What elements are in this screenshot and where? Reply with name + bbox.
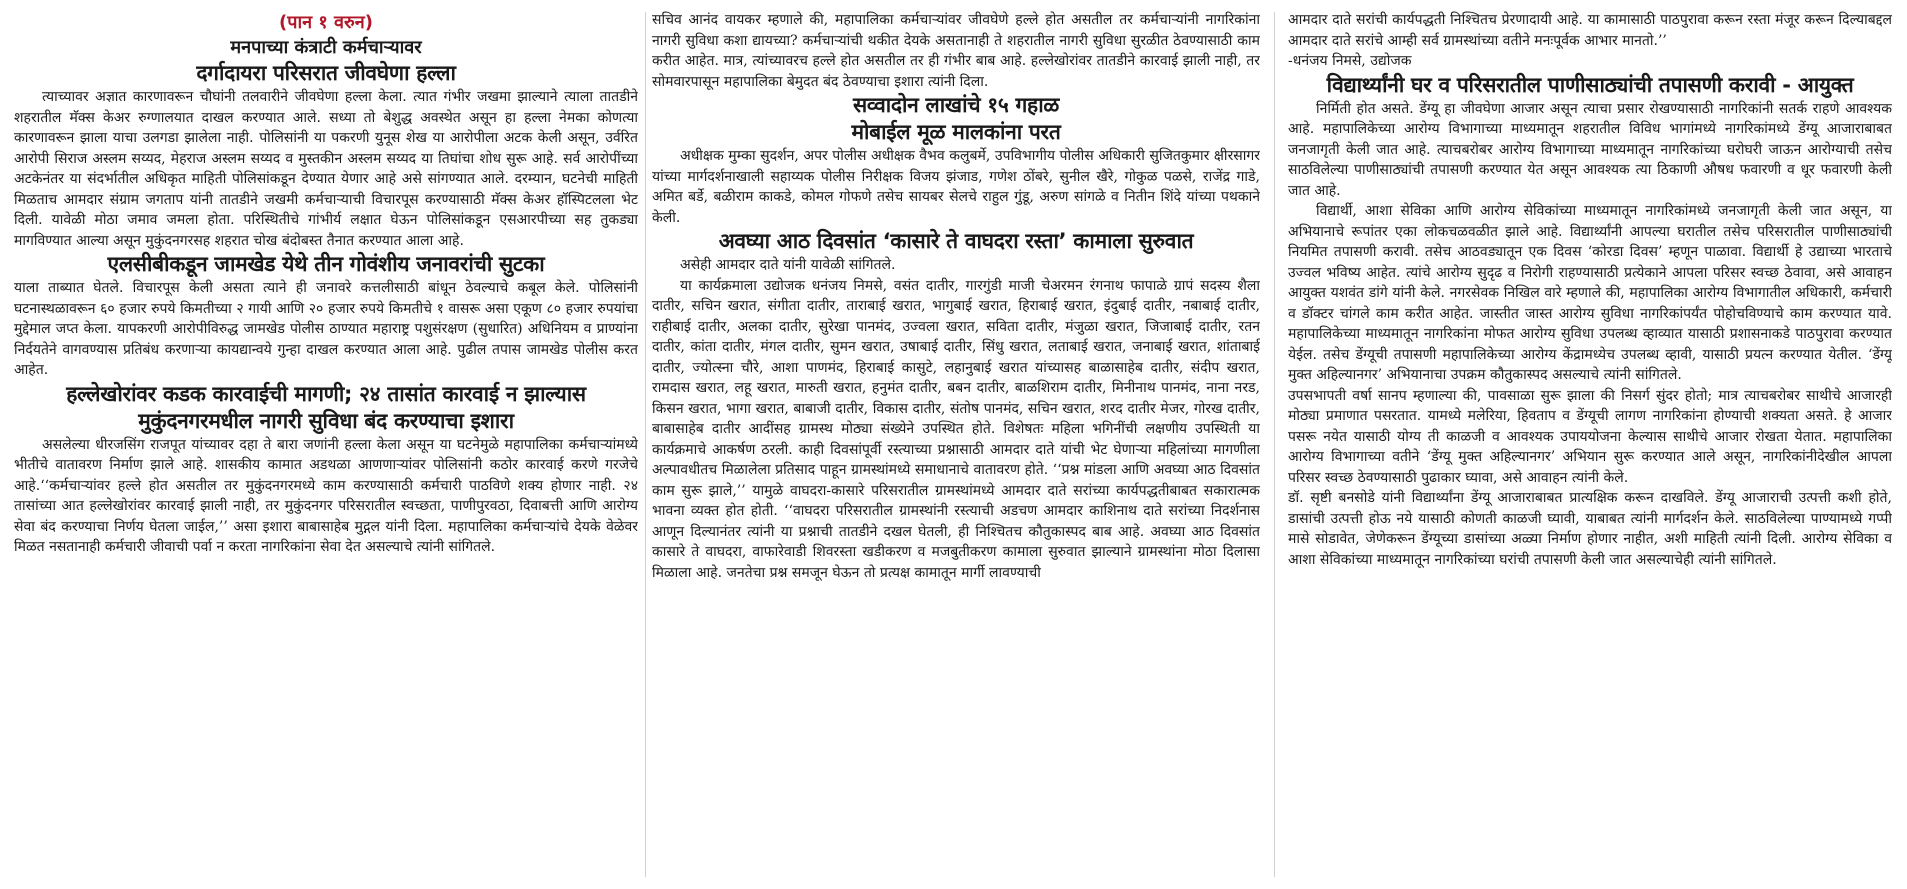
- article-paragraph: उपसभापती वर्षा सानप म्हणाल्या की, पावसाळा सुरू झाला की निसर्ग सुंदर होतो; मात्र त्याचबरोबर साथीचे आजारही मोठ्या प्रमाणात पसरतात. यामध्ये मलेरिया, हिवताप व डेंग्यूची लागण नागरिकांना होण्याची शक्यता असते. हे आजार पसरू नयेत यासाठी योग्य ती काळजी व आवश्यक उपाययोजना केल्यास साथीचे आजार रोखता येतात. महापालिका आरोग्य विभागाच्या वतीने ‘डेंग्यू मुक्त अहिल्यानगर’ अभियान सुरू करण्यात आले असून, नागरिकांनीदेखील आपला परिसर स्वच्छ ठेवण्यासाठी पुढाकार घ्यावा, असे आवाहन त्यांनी केले.: [1288, 387, 1892, 486]
- article-paragraph: आमदार दाते सरांची कार्यपद्धती निश्चितच प्रेरणादायी आहे. या कामासाठी पाठपुरावा करून रस्ता मंजूर करून दिल्याबद्दल आमदार दाते सरांचे आम्ही सर्व ग्रामस्थांच्या वतीने मनःपूर्वक आभार मानतो.’’: [1288, 12, 1892, 49]
- column-divider: [645, 12, 646, 877]
- article-headline: दर्गादायरा परिसरात जीवघेणा हल्ला: [196, 61, 456, 85]
- column-middle: [652, 10, 1260, 881]
- article-headline: एलसीबीकडून जामखेड येथे तीन गोवंशीय जनावरांची सुटका: [107, 252, 545, 276]
- column-right: [1288, 10, 1892, 881]
- article-paragraph: अधीक्षक मुम्का सुदर्शन, अपर पोलीस अधीक्षक वैभव कलुबर्मे, उपविभागीय पोलीस अधिकारी सुजितकुमार क्षीरसागर यांच्या मार्गदर्शनाखाली सहाय्यक पोलीस निरीक्षक विजय झंजाड, गणेश ठोंबरे, सुनील खैरे, गोकुळ पळसे, राजेंद्र गाडे, अमित बर्डे, बळीराम काकडे, कोमल गोफणे तसेच सायबर सेलचे राहुल गुंडू, अरुण सांगळे व नितीन शिंदे यांच्या पथकाने केली.: [652, 148, 1260, 226]
- article-paragraph: याला ताब्यात घेतले. विचारपूस केली असता त्याने ही जनावरे कत्तलीसाठी बांधून ठेवल्याचे कबूल केले. पोलिसांनी घटनास्थळावरून ६० हजार रुपये किमतीच्या २ गायी आणि २० हजार रुपये किमतीचे १ वासरू असा एकूण ८० हजार रुपयांचा मुद्देमाल जप्त केला. यापकरणी आरोपीविरुद्ध जामखेड पोलीस ठाण्यात महाराष्ट्र पशुसंरक्षण (सुधारित) अधिनियम व प्राण्यांना निर्दयतेने वागवण्यास प्रतिबंध करणाऱ्या कायद्यान्वये गुन्हा दाखल करण्यात आला आहे. पुढील तपास जामखेड पोलीस करत आहेत.: [14, 280, 638, 378]
- article-paragraph: डॉ. सृष्टी बनसोडे यांनी विद्यार्थ्यांना डेंग्यू आजाराबाबत प्रात्यक्षिक करून दाखविले. डेंग्यू आजाराची उत्पत्ती कशी होते, डासांची उत्पत्ती होऊ नये यासाठी कोणती काळजी घ्यावी, याबाबत त्यांनी मार्गदर्शन केले. साठविलेल्या पाण्यामध्ये गप्पी मासे सोडावेत, जेणेकरून डेंग्यूच्या डासांच्या अळ्या निर्माण होणार नाहीत, अशी माहिती त्यांनी दिली. आरोग्य सेविका व आशा सेविकांच्या माध्यमातून नागरिकांच्या घरांची तपासणी केली जात असल्याचेही त्यांनी सांगितले.: [1288, 490, 1892, 568]
- article-paragraph: त्याच्यावर अज्ञात कारणावरून चौघांनी तलवारीने जीवघेणा हल्ला केला. त्यात गंभीर जखमा झाल्याने त्याला तातडीने शहरातील मॅक्स केअर रुग्णालयात दाखल करण्यात आले. सध्या तो बेशुद्ध अवस्थेत असून हा हल्ला नेमका कोणत्या कारणावरून झाला याचा उलगडा झालेला नाही. पोलिसांनी या पकरणी युनूस शेख या आरोपीला अटक केली असून, उर्वरित आरोपी सिराज अस्लम सय्यद, मेहराज अस्लम सय्यद व मुस्तकीन अस्लम सय्यद या तिघांचा शोध सुरू आहे. सर्व आरोपींच्या अटकेनंतर या संदर्भातील अधिकृत माहिती पोलिसांकडून देण्यात येणार आहे असे सांगण्यात आले. दरम्यान, घटनेची माहिती मिळताच आमदार संग्राम जगताप यांनी तातडीने जखमी कर्मचाऱ्याची विचारपूस करण्यासाठी मॅक्स केअर हॉस्पिटलला भेट दिली. यावेळी मोठा जमाव जमला होता. परिस्थितीचे गांभीर्य लक्षात घेऊन पोलिसांकडून एसआरपीच्या सह तुकड्या मागविण्यात आल्या असून मुकुंदनगरसह शहरात चोख बंदोबस्त तैनात करण्यात आला आहे.: [14, 89, 638, 249]
- article-headline: मुकुंदनगरमधील नागरी सुविधा बंद करण्याचा इशारा: [138, 408, 514, 433]
- article-headline: सव्वादोन लाखांचे १५ गहाळ: [852, 93, 1060, 117]
- article-headline: मोबाईल मूळ मालकांना परत: [851, 120, 1061, 144]
- continuation-label: (पान १ वरुन): [279, 12, 373, 33]
- quote-attribution: -धनंजय निमसे, उद्योजक: [1288, 53, 1412, 69]
- article-paragraph: सचिव आनंद वायकर म्हणाले की, महापालिका कर्मचाऱ्यांवर जीवघेणे हल्ले होत असतील तर कर्मचाऱ्यांनी नागरिकांना नागरी सुविधा कशा द्यायच्या? कर्मचाऱ्यांची थकीत देयके असतानाही ते शहरातील नागरी सुविधा सुरळीत ठेवण्यासाठी काम करीत आहेत. मात्र, त्यांच्यावरच हल्ले होत असतील तर ही गंभीर बाब आहे. हल्लेखोरांवर तातडीने कारवाई झाली नाही, तर सोमवारपासून महापालिका बेमुदत बंद ठेवण्याचा इशारा त्यांनी दिला.: [652, 12, 1260, 90]
- article-paragraph: निर्मिती होत असते. डेंग्यू हा जीवघेणा आजार असून त्याचा प्रसार रोखण्यासाठी नागरिकांनी सतर्क राहणे आवश्यक आहे. महापालिकेच्या आरोग्य विभागाच्या माध्यमातून शहरातील विविध भागांमध्ये नागरिकांमध्ये डेंग्यू आजाराबाबत जनजागृती केली जात आहे. त्याचबरोबर आरोग्य विभागाच्या माध्यमातून नागरिकांच्या घरोघरी जाऊन आरोग्याची तसेच साठविलेल्या पाणीसाठ्यांची तपासणी करण्यात येत असून आवश्यक त्या ठिकाणी औषध फवारणी व धूर फवारणी केली जात आहे.: [1288, 100, 1892, 199]
- article-headline: विद्यार्थ्यांनी घर व परिसरातील पाणीसाठ्यांची तपासणी करावी - आयुक्त: [1326, 72, 1854, 97]
- column-left: [14, 10, 638, 881]
- article-paragraph: या कार्यक्रमाला उद्योजक धनंजय निमसे, वसंत दातीर, गारगुंडी माजी चेअरमन रंगनाथ फापाळे ग्रापं सदस्य शैला दातीर, सचिन खरात, संगीता दातीर, ताराबाई खरात, भागुबाई खरात, हिराबाई खरात, इंदुबाई दातीर, नबाबाई दातीर, राहीबाई दातीर, अलका दातीर, सुरेखा पानमंद, उज्वला खरात, सविता दातीर, मंजुळा खरात, जिजाबाई दातीर, रतन दातीर, कांता दातीर, मंगल दातीर, सुमन खरात, उषाबाई दातीर, सिंधु खरात, लताबाई खरात, जनाबाई खरात, शांताबाई दातीर, ज्योत्स्ना चौरे, आशा पाणमंद, हिराबाई कासुटे, लहानुबाई खरात यांच्यासह बाळासाहेब दातीर, संदीप खरात, रामदास खरात, लहू खरात, मारुती खरात, हनुमंत दातीर, बबन दातीर, बाळशिराम दातीर, मिनीनाथ पानमंद, नाना नरड, किसन खरात, भागा खरात, बाबाजी दातीर, विकास दातीर, संतोष पानमंद, सचिन खरात, शरद दातीर मेजर, गोरख दातीर, बाबासाहेब दातीर आदींसह ग्रामस्थ मोठ्या संख्येने उपस्थित होते. विशेषतः महिला भगिनींची लक्षणीय उपस्थिती या कार्यक्रमाचे आकर्षण ठरली. काही दिवसांपूर्वी रस्त्याच्या प्रश्नासाठी आमदार दाते यांची भेट घेणाऱ्या महिलांच्या मागणीला अल्पावधीतच मिळालेला प्रतिसाद पाहून ग्रामस्थांमध्ये समाधानाचे वातावरण होते. ‘‘प्रश्न मांडला आणि अवघ्या आठ दिवसांत काम सुरू झाले,’’ यामुळे वाघदरा-कासारे परिसरातील ग्रामस्थांमध्ये आमदार दाते सरांच्या कार्यपद्धतीबाबत सकारात्मक भावना व्यक्त होत होती. ‘‘वाघदरा परिसरातील ग्रामस्थांनी रस्त्याची अडचण आमदार काशिनाथ दाते सरांच्या निदर्शनास आणून दिल्यानंतर त्यांनी या प्रश्नाची तातडीने दखल घेतली, ही निश्चितच कौतुकास्पद बाब आहे. अवघ्या आठ दिवसांत कासारे ते वाघदरा, वाफारेवाडी शिवरस्ता खडीकरण व मजबुतीकरण कामाला सुरुवात झाल्याने ग्रामस्थांना मोठा दिलासा मिळाला आहे. जनतेचा प्रश्न समजून घेऊन तो प्रत्यक्ष कामातून मार्गी लावण्याची: [652, 277, 1260, 581]
- article-headline: हल्लेखोरांवर कडक कारवाईची मागणी; २४ तासांत कारवाई न झाल्यास: [66, 381, 586, 406]
- article-kicker: मनपाच्या कंत्राटी कर्मचाऱ्यावर: [230, 37, 422, 58]
- article-paragraph: असलेल्या धीरजसिंग राजपूत यांच्यावर दहा ते बारा जणांनी हल्ला केला असून या घटनेमुळे महापालिका कर्मचाऱ्यांमध्ये भीतीचे वातावरण निर्माण झाले आहे. शासकीय कामात अडथळा आणणाऱ्यांवर पोलिसांनी कठोर कारवाई करणे गरजेचे आहे.‘‘कर्मचाऱ्यांवर हल्ले होत असतील तर मुकुंदनगरमध्ये काम करण्यासाठी कर्मचारी पाठविणे शक्य होणार नाही. २४ तासांच्या आत हल्लेखोरांवर कारवाई झाली नाही, तर मुकुंदनगर परिसरातील स्वच्छता, पाणीपुरवठा, दिवाबत्ती आणि आरोग्य सेवा बंद करण्याचा निर्णय घेतला जाईल,’’ असा इशारा बाबासाहेब मुद्गल यांनी दिला. महापालिका कर्मचाऱ्यांचे देयके वेळेवर मिळत नसतानाही कर्मचारी जीवाची पर्वा न करता नागरिकांना सेवा देत असल्याचे त्यांनी सांगितले.: [14, 436, 638, 555]
- article-paragraph: विद्यार्थी, आशा सेविका आणि आरोग्य सेविकांच्या माध्यमातून नागरिकांमध्ये जनजागृती केली जात असून, या अभियानाचे रूपांतर एका लोकचळवळीत झाले आहे. विद्यार्थ्यांनी आपल्या घरातील तसेच परिसरातील पाणीसाठ्यांची नियमित तपासणी करावी. तसेच आठवड्यातून एक दिवस ‘कोरडा दिवस’ म्हणून पाळावा. विद्यार्थी हे उद्याच्या भारताचे उज्वल भविष्य आहेत. त्यांचे आरोग्य सुदृढ व निरोगी राहण्यासाठी प्रत्येकाने आपला परिसर स्वच्छ ठेवावा, असे आवाहन आयुक्त यशवंत डांगे यांनी केले. नगरसेवक निखिल वारे म्हणाले की, महापालिका आरोग्य विभागातील अधिकारी, कर्मचारी व डॉक्टर चांगले काम करीत आहेत. जास्तीत जास्त आरोग्य सुविधा नागरिकांपर्यंत पोहोचविण्याचे काम करण्यात यावे. महापालिकेच्या माध्यमातून नागरिकांना मोफत आरोग्य सुविधा उपलब्ध व्हाव्यात यासाठी प्रशासनाकडे पाठपुरावा करण्यात येईल. तसेच डेंग्यूची तपासणी महापालिकेच्या आरोग्य केंद्रामध्येच उपलब्ध व्हावी, यासाठी प्रयत्न करण्यात येतील. ‘डेंग्यू मुक्त अहिल्यानगर’ अभियानाचा उपक्रम कौतुकास्पद असल्याचे त्यांनी सांगितले.: [1288, 203, 1892, 383]
- column-divider: [1274, 12, 1275, 877]
- article-headline: अवघ्या आठ दिवसांत ‘कासारे ते वाघदरा रस्ता’ कामाला सुरुवात: [718, 229, 1194, 253]
- article-paragraph: असेही आमदार दाते यांनी यावेळी सांगितले.: [680, 257, 896, 273]
